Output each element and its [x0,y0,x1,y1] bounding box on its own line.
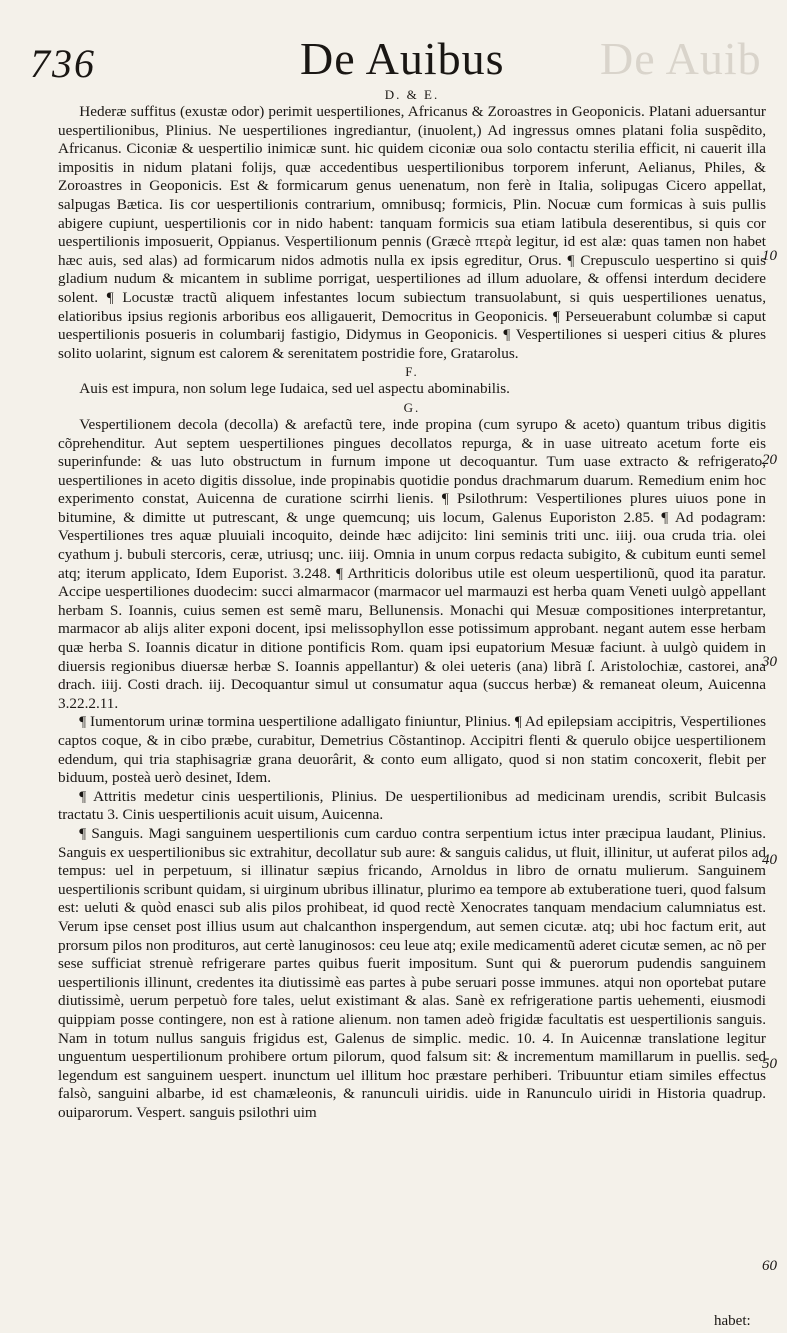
paragraph-g-blood: ¶ Sanguis. Magi sanguinem uespertilionis cum carduo contra serpentium ictus inter præcipua laudant, Plinius. Sanguis ex uespertilionibus sic extrahitur, decollatur sub aure: & sanguis calidus, ut fluit, illinitur, ut auferat pilos ad tempus: uel in perpetuum, si illinatur sæpius fricando, Arnoldus in libro de ornatu mulierum. Sanguinem uespertilionis scribunt quidam, si uirginum ubribus illinatur, plurimo ea tempore ab extuberatione tueri, quod falsum est: ueluti & quòd enasci sub alis pilos prohibeat, id quod rectè Xenocrates tanquam mendacium calumniatus est. Verum ipse censet post illius usum aut chalcanthon inspergendum, aut semen cicutæ. atq; ubi hoc factum erit, aut prorsum pilos non prodituros, aut certè lanuginosos: ceu leue atq; exile medicamentũ aderet cicutæ semen, ac nõ per sese sufficiat strenuè refrigerare partes quibus fuerit impositum. Sunt qui & puerorum pudendis sanguinem uespertilionis illinunt, credentes ita diutissimè eas partes à pube seruari posse immunes. atqui non oportebat putare diutissimè, uerum perpetuò fore tales, uelut existimant & alas. Sanè ex refrigeratione partis uehementi, eiusmodi quippiam posse contingere, non est à ratione alienum. non tamen adeò frigidæ facultatis est uespertilionis sanguis. Nam in totum nullus sanguis frigidus est, Galenus de simplic. medic. 10. 4. In Auicennæ translatione legitur unguentum uespertilionum prohibere ortum pilorum, quod falsum sit: & incrementum mamillarum in puellis. sed legendum est sanguinem uespert. inunctum uel illitum hoc præstare perhiberi. Tribuuntur etiam similes effectus falsò, sanguini albarbe, id est chamæleonis, & ranunculi uiridis. uide in Ranunculo uiridi in Historia quadrup. ouiparorum. Vespert. sanguis psilothri uim [58,824,766,1121]
page-number: 736 [30,41,96,86]
paragraph-de: Hederæ suffitus (exustæ odor) perimit uespertiliones, Africanus & Zoroastres in Geoponicis. Platani aduersantur uespertilionibus, Plinius. Ne uespertiliones ingrediantur, (inuolent,) Ad ingressus omnes platani folia suspẽdito, Africanus. Ciconiæ & uespertilio inimicæ sunt. hic quidem ciconiæ oua solo contactu sterilia efficit, ni cauerit illa impositis in nidum platani folijs, quæ accedentibus uespertilionibus torporem inferunt, Aelianus, Philes, & Zoroastres in Geoponicis. Est & formicarum genus uenenatum, non ferè in Italia, solipugas Cicero appellat, salpugas Bætica. Iis cor uespertilionis contrarium, omnibusq; formicis, Plin. Nocuæ cum formicas à suis pullis abigere cupiunt, uespertilionis cor in nido habent: tanquam formicis sua etiam latibula deserentibus, si quis cor uespertilionis imposuerit, Oppianus. Vespertilionum pennis (Græcè πτερὰ legitur, id est alæ: quas tamen non habet hæc auis, sed alas) ad formicarum nidos admotis nulla ex ipsis egreditur, Orus. ¶ Crepusculo uespertino si quis gladium nudum & micantem in sublime porrigat, uespertiliones ad illum aduolare, & offensi interdum decidere solent. ¶ Locustæ tractũ aliquem infestantes locum subiectum transuolabunt, si quis uespertiliones uenatus, elatioribus ipsius regionis arboribus eos alligauerit, Democritus in Geoponicis. ¶ Perseuerabunt columbæ si caput uespertilionis posueris in columbarij fastigio, Didymus in Geoponicis. ¶ Vespertiliones si uesperi citius & plures solito uolarint, signum est calorem & serenitatem postridie fore, Gratarolus. [58,103,766,362]
line-number-marker: 50 [762,1056,777,1072]
page-header [0,18,787,86]
line-number-marker: 60 [762,1258,777,1274]
line-number-marker: 30 [762,654,777,670]
paragraph-g-animals: ¶ Iumentorum urinæ tormina uespertilione adalligato finiuntur, Plinius. ¶ Ad epilepsiam accipitris, Vespertiliones captos coque, & in cibo præbe, curabitur, Demetrius Cõstantinop. Accipitri flenti & querulo obijce uespertilionem edendum, qui tria staphisagriæ grana deuorârit, & conto eum alligato, quod si non statim concoxerit, flebit per biduum, posteà uerò desinet, Idem. [58,713,766,787]
line-number-marker: 40 [762,852,777,868]
body-text [58,86,766,1122]
paragraph-g-remedies: Vespertilionem decola (decolla) & arefactũ tere, inde propina (cum syrupo & aceto) quantum tribus digitis cõprehenditur. Aut septem uespertiliones pingues decollatos repurga, & in uase uitreato acetum forte eis superinfunde: & uas luto obstructum in furnum impone ut decoquantur. Tum uase extracto & refrigerato, uespertiliones in aceto digitis dissolue, inde propinabis quotidie pondus drachmarum duarum. Remedium enim hoc experimento constat, Auicenna de curatione scirrhi lienis. ¶ Psilothrum: Vespertiliones plures uiuos pone in bitumine, & dimitte ut putrescant, & unge quemcunq; uis locum, Galenus Euporiston 2.85. ¶ Ad podagram: Vespertiliones tres aquæ pluuiali incoquito, deinde hæc adijcito: lini seminis triti unc. iiij. oua cruda tria. olei cyathum j. bubuli stercoris, ceræ, utriusq; unc. iiij. Omnia in unum corpus redacta subigito, & cubitum eunti semel atq; iterum applicato, Idem Euporist. 3.248. ¶ Arthriticis doloribus utile est oleum uespertilionũ, quod ita paratur. Accipe uespertiliones duodecim: succi almarmacor (marmacor uel marmauzi est herba quam Veneti uulgò appellant herbam S. Ioannis, cuius semen est semẽ maru, Bellunensis. Monachi qui Mesuæ compositiones interpretantur, marmacor ab alijs aliter exponi docent, ipsi melissophyllon esse potissimum approbant. negant autem esse herbam quæ herba S. Ioannis dicatur in ditione pontificis Rom. quam ipsi eupatorium Mesuæ faciunt. à uulgò quidem in diuersis regionibus diuersæ herbæ S. Ioannis appellantur) & olei ueteris (ana) librã ſ. Aristolochiæ, castorei, ana drach. iiij. Costi drach. iij. Decoquantur simul ut consumatur aqua (succus herbæ) & remaneat oleum, Auicenna 3.22.2.11. [58,415,766,712]
section-heading-f: F. [405,364,419,380]
paragraph-f: Auis est impura, non solum lege Iudaica, sed uel aspectu abominabilis. [79,380,510,398]
line-number-marker: 20 [762,452,777,468]
show-through-title: De Auib [600,33,762,84]
running-title: De Auibus [300,33,505,84]
section-heading-g: G. [403,399,421,415]
section-heading-de: D. & E. [384,87,440,102]
catchword: habet: [714,1313,751,1329]
paragraph-g-ash: ¶ Attritis medetur cinis uespertilionis, Plinius. De uespertilionibus ad medicinam urendis, scribit Bulcasis tractatu 3. Cinis uespertilionis acuit uisum, Auicenna. [58,787,766,824]
line-number-marker: 10 [762,248,777,264]
